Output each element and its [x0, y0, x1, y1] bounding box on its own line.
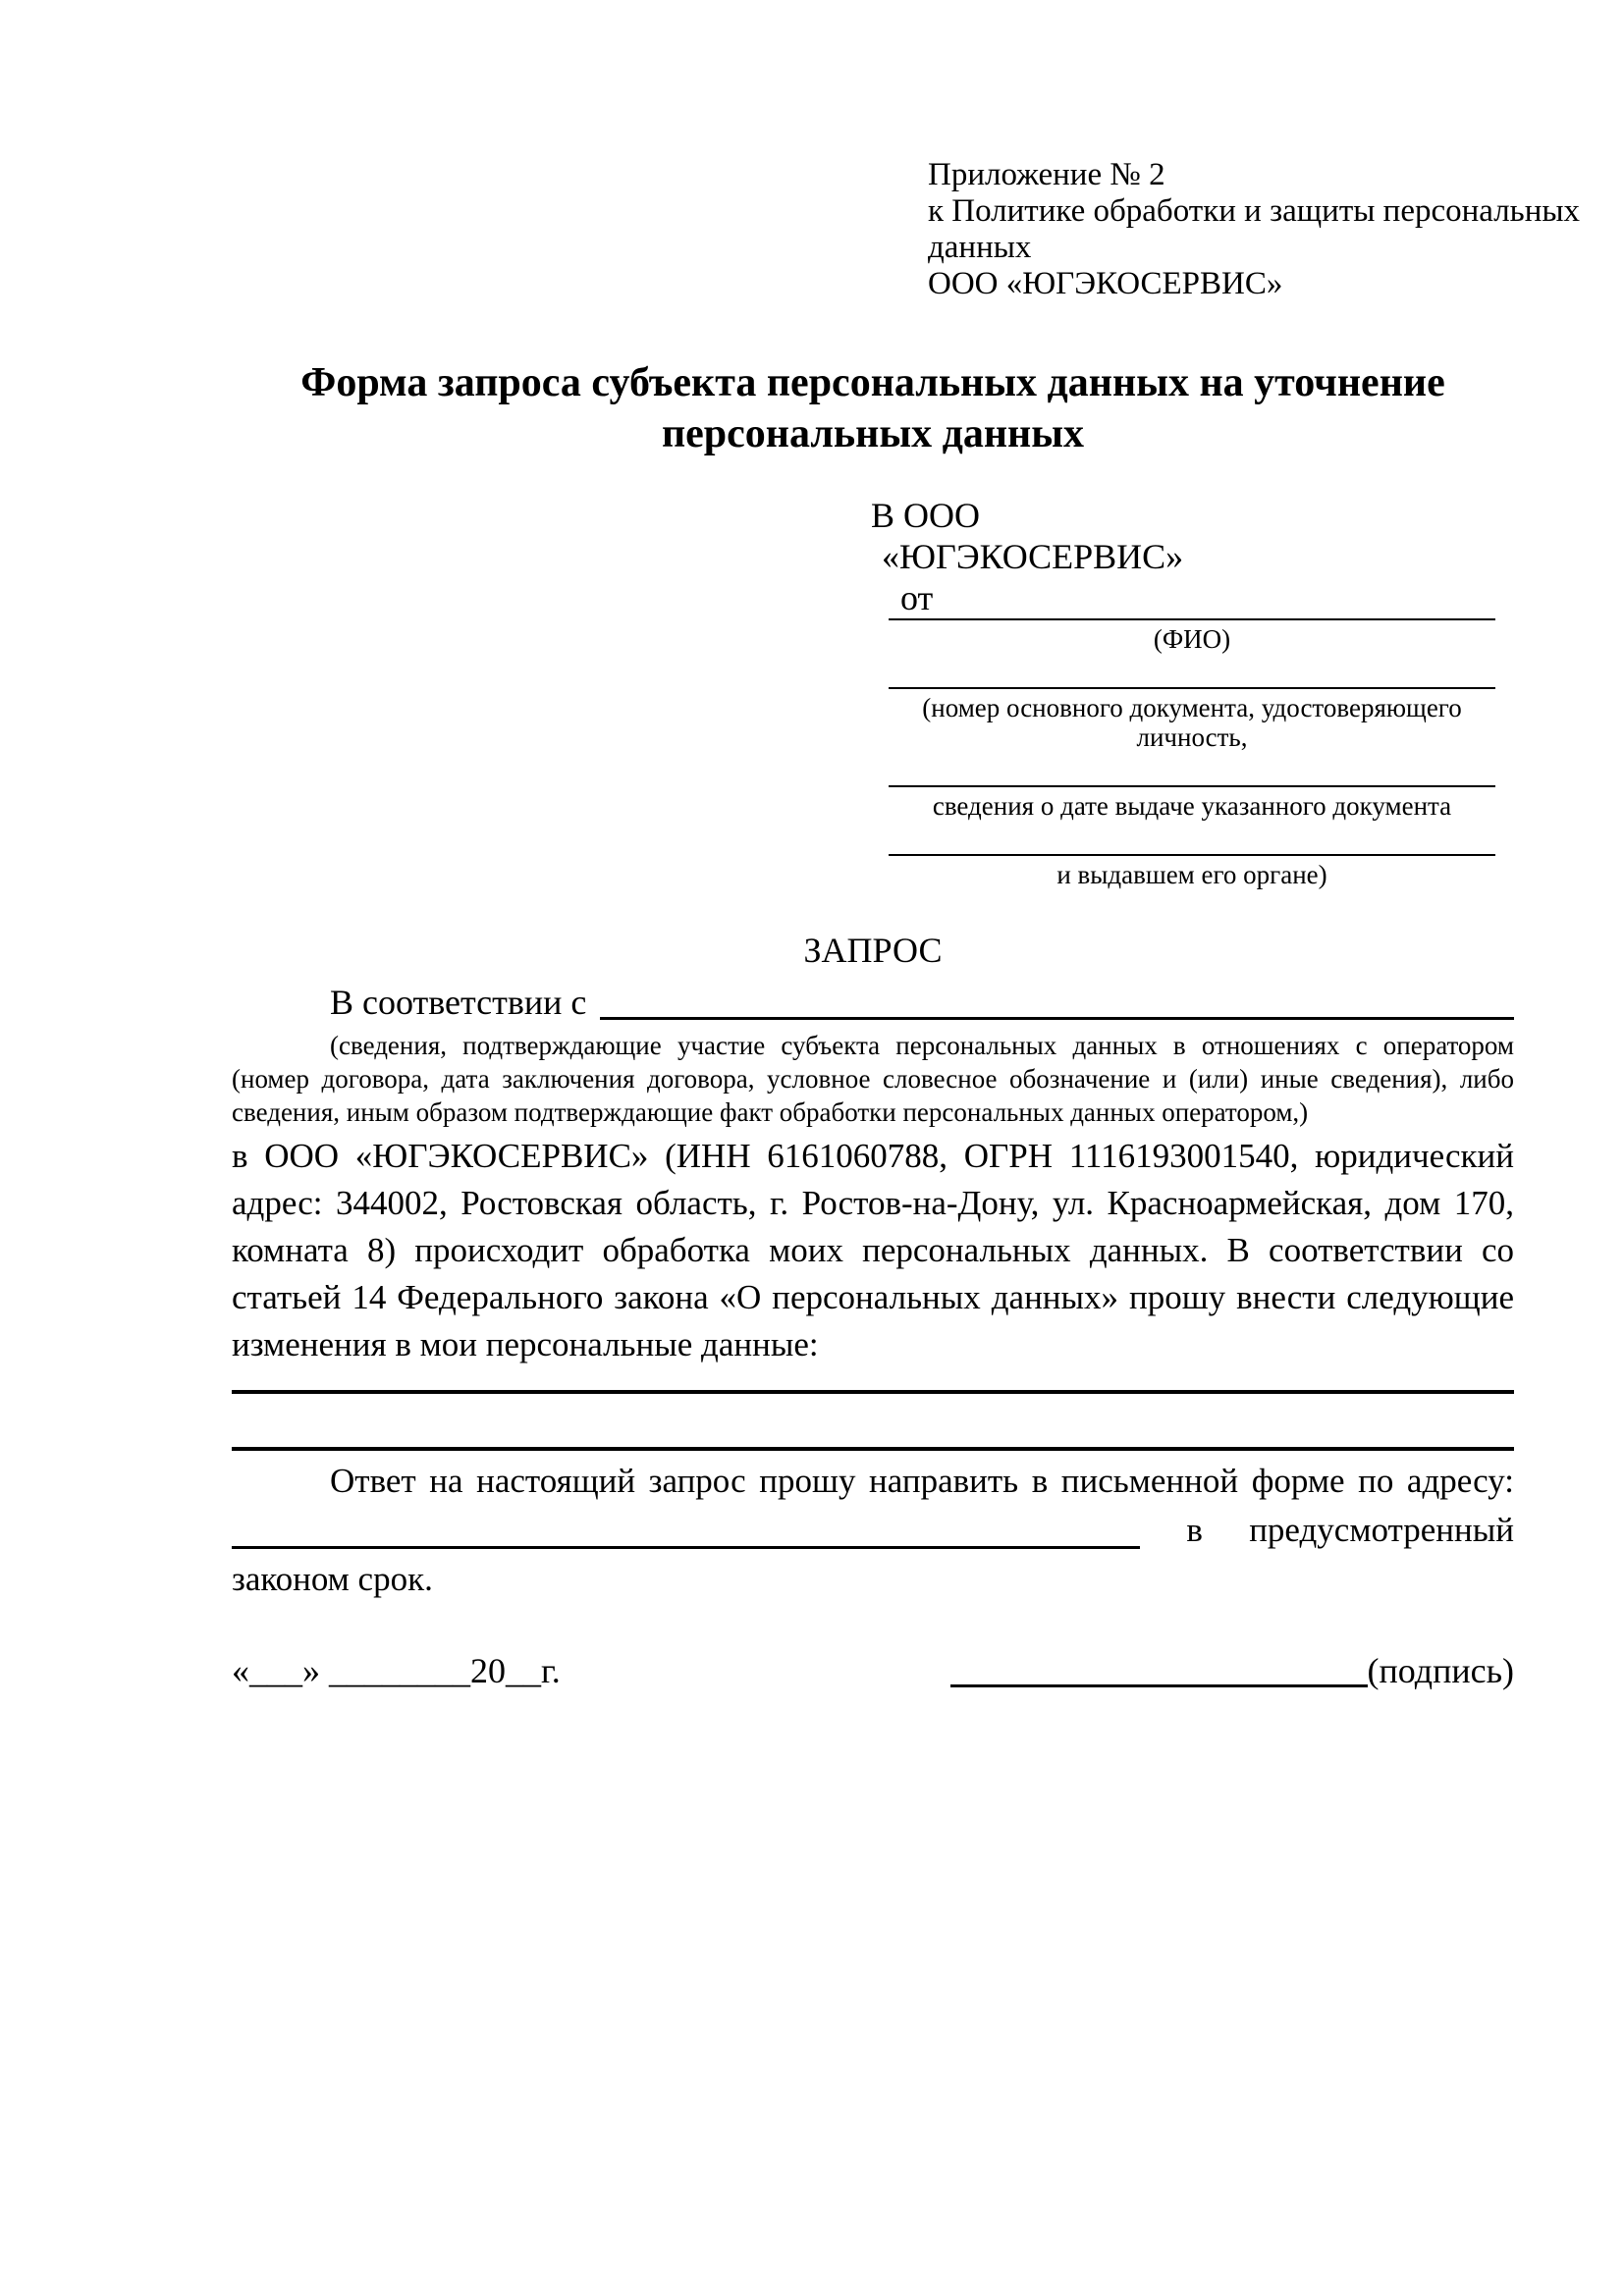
- issue-date-field-label: сведения о дате выдаче указанного документа: [932, 791, 1452, 821]
- answer-word-in: в: [1186, 1511, 1203, 1549]
- document-number-field: [889, 687, 1495, 752]
- annex-note-line: к Политике обработки и защиты персональных: [928, 193, 1581, 229]
- request-lead-text: В соответствии с: [330, 983, 587, 1022]
- answer-paragraph-line: Ответ на настоящий запрос прошу направить в письменной форме по адресу:: [330, 1462, 1514, 1500]
- issue-date-field: [889, 785, 1495, 821]
- addressee-to: В ООО: [871, 496, 981, 535]
- annex-note: [928, 157, 1581, 302]
- page-title-line: персональных данных: [661, 411, 1085, 456]
- page-title: [232, 357, 1514, 459]
- grounds-blank-line: [600, 1017, 1514, 1020]
- date-blank-text: «___» ________20__г.: [232, 1651, 561, 1690]
- answer-address-row: [232, 1506, 1514, 1555]
- issuing-authority-field: [889, 854, 1495, 889]
- annex-note-line: ООО «ЮГЭКОСЕРВИС»: [928, 266, 1283, 301]
- answer-paragraph-tail: законом срок.: [232, 1560, 433, 1598]
- annex-note-line: Приложение № 2: [928, 157, 1165, 192]
- document-content: [232, 157, 1581, 1693]
- date-signature-row: [232, 1649, 1514, 1693]
- changes-blank-line-1: [232, 1390, 1514, 1394]
- fio-field: [889, 618, 1495, 654]
- request-heading: ЗАПРОС: [803, 931, 943, 970]
- page-title-line: Форма запроса субъекта персональных данных на уточнение: [300, 360, 1445, 405]
- answer-word-term: предусмотренный: [1249, 1511, 1514, 1549]
- request-body-paragraph: в ООО «ЮГЭКОСЕРВИС» (ИНН 6161060788, ОГРН 1116193001540, юридический адрес: 344002, Ростовская область, г. Ростов-на-Дону, ул. Красноармейская, дом 170, комната 8) происходит обработка моих персональных данных. В соответствии со статьей 14 Федерального закона «О персональных данных» прошу внести следующие изменения в мои персональные данные:: [232, 1137, 1514, 1363]
- answer-address-blank-line: [232, 1546, 1140, 1549]
- changes-blank-line-2: [232, 1447, 1514, 1451]
- request-lead-row: [232, 981, 1514, 1025]
- grounds-fine-print: (сведения, подтверждающие участие субъекта персональных данных в отношениях с оператором (номер договора, дата заключения договора, условное словесное обозначение и (или) иные сведения), либо сведения, иным образом подтверждающие факт обработки персональных данных оператором,): [232, 1031, 1514, 1127]
- annex-note-line: данных: [928, 230, 1032, 265]
- addressee-from: от: [900, 578, 934, 617]
- signature-blank-line: [950, 1684, 1368, 1687]
- signature-label: (подпись): [1367, 1651, 1514, 1690]
- document-number-field-label: (номер основного документа, удостоверяющего личность,: [922, 693, 1462, 752]
- addressee-org: «ЮГЭКОСЕРВИС»: [882, 537, 1184, 576]
- addressee-fields: [889, 618, 1495, 889]
- addressee-block: [232, 495, 1514, 889]
- fio-field-label: (ФИО): [1153, 624, 1231, 654]
- issuing-authority-field-label: и выдавшем его органе): [1056, 860, 1327, 889]
